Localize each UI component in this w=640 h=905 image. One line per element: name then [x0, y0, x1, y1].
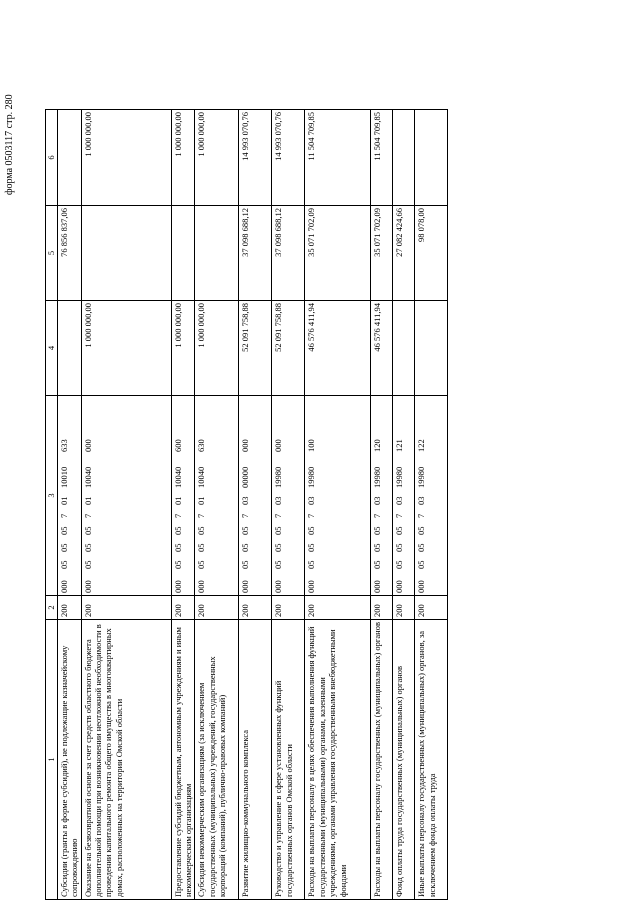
- header-cell: 6: [46, 110, 58, 206]
- code-segment: 000: [416, 580, 427, 593]
- code-segment: 000: [273, 580, 284, 593]
- code-segment: 05: [372, 543, 383, 552]
- code-segment: 03: [372, 496, 383, 505]
- unexecuted-amount: 14 993 070,76: [272, 110, 305, 206]
- table-row: [393, 110, 415, 900]
- executed-amount: [195, 206, 239, 301]
- executed-amount: 35 071 702,09: [305, 206, 371, 301]
- code-segment: 19980: [306, 466, 317, 488]
- approved-amount: 1 000 000,00: [195, 301, 239, 396]
- code-segment: 01: [59, 496, 69, 505]
- unexecuted-amount: [393, 110, 415, 206]
- code-segment: 7: [82, 513, 93, 518]
- code-segment: 05: [273, 526, 284, 535]
- row-budget-code: [305, 396, 371, 596]
- code-segment: 05: [196, 543, 207, 552]
- header-cell: 5: [46, 206, 58, 301]
- table-row: [415, 110, 448, 900]
- executed-amount: 37 098 688,12: [272, 206, 305, 301]
- approved-amount: 1 000 000,00: [171, 301, 195, 396]
- table-row: [371, 110, 393, 900]
- table-row: [305, 110, 371, 900]
- unexecuted-amount: 1 000 000,00: [195, 110, 239, 206]
- approved-amount: [393, 301, 415, 396]
- code-segment: 7: [196, 513, 207, 518]
- code-segment: 01: [172, 496, 183, 505]
- code-segment: 000: [82, 580, 93, 593]
- row-budget-code: [195, 396, 239, 596]
- row-line-code: 200: [371, 596, 393, 620]
- code-segment: 03: [416, 496, 427, 505]
- code-segment: 10010: [59, 466, 69, 488]
- code-segment: 7: [416, 513, 427, 518]
- code-segment: 05: [240, 560, 251, 569]
- code-segment: 000: [372, 580, 383, 593]
- code-segment: 05: [273, 560, 284, 569]
- code-segment: 000: [59, 580, 69, 593]
- unexecuted-amount: 11 504 709,85: [371, 110, 393, 206]
- executed-amount: 98 078,00: [415, 206, 448, 301]
- code-segment: 19980: [394, 466, 405, 488]
- code-segment: 05: [172, 560, 183, 569]
- code-segment: 05: [372, 526, 383, 535]
- code-segment: 000: [172, 580, 183, 593]
- code-segment: 122: [416, 439, 427, 452]
- code-segment: 05: [273, 543, 284, 552]
- row-budget-code: [58, 396, 82, 596]
- executed-amount: 76 856 837,06: [58, 206, 82, 301]
- code-segment: 05: [82, 526, 93, 535]
- executed-amount: 35 071 702,09: [371, 206, 393, 301]
- code-segment: 19980: [416, 466, 427, 488]
- approved-amount: 52 091 758,88: [239, 301, 272, 396]
- row-name: Расходы на выплаты персоналу в целях обеспечения выполнения функций государственными (муниципальными) органами, казенными учреждениями, органами управления государственными внебюджетными фондами: [305, 620, 371, 900]
- code-segment: 10040: [172, 466, 183, 488]
- code-segment: 01: [196, 496, 207, 505]
- executed-amount: 27 082 424,66: [393, 206, 415, 301]
- unexecuted-amount: [415, 110, 448, 206]
- code-segment: 05: [416, 543, 427, 552]
- code-segment: 120: [372, 439, 383, 452]
- unexecuted-amount: 1 000 000,00: [81, 110, 171, 206]
- table-row: [81, 110, 171, 900]
- code-segment: 05: [394, 560, 405, 569]
- approved-amount: [415, 301, 448, 396]
- row-budget-code: [415, 396, 448, 596]
- code-segment: 05: [59, 526, 69, 535]
- code-segment: 000: [196, 580, 207, 593]
- header-cell: 3: [46, 396, 58, 596]
- code-segment: 000: [82, 439, 93, 452]
- approved-amount: 1 000 000,00: [81, 301, 171, 396]
- row-line-code: 200: [195, 596, 239, 620]
- code-segment: 000: [240, 580, 251, 593]
- table-row: [195, 110, 239, 900]
- approved-amount: 46 576 411,94: [371, 301, 393, 396]
- code-segment: 05: [394, 526, 405, 535]
- row-line-code: 200: [272, 596, 305, 620]
- row-line-code: 200: [239, 596, 272, 620]
- rotated-sheet: [0, 75, 640, 905]
- code-segment: 7: [240, 513, 251, 518]
- row-line-code: 200: [171, 596, 195, 620]
- row-line-code: 200: [415, 596, 448, 620]
- row-name: Руководство и управление в сфере установленных функций государственных органов Омской области: [272, 620, 305, 900]
- unexecuted-amount: 14 993 070,76: [239, 110, 272, 206]
- row-line-code: 200: [81, 596, 171, 620]
- code-segment: 03: [306, 496, 317, 505]
- header-cell: 1: [46, 620, 58, 900]
- unexecuted-amount: 11 504 709,85: [305, 110, 371, 206]
- row-budget-code: [393, 396, 415, 596]
- unexecuted-amount: 1 000 000,00: [171, 110, 195, 206]
- row-line-code: 200: [393, 596, 415, 620]
- code-segment: 05: [172, 543, 183, 552]
- row-line-code: 200: [58, 596, 82, 620]
- code-segment: 05: [416, 560, 427, 569]
- code-segment: 05: [240, 543, 251, 552]
- row-budget-code: [81, 396, 171, 596]
- executed-amount: [81, 206, 171, 301]
- code-segment: 05: [59, 543, 69, 552]
- code-segment: 100: [306, 439, 317, 452]
- table-row: [239, 110, 272, 900]
- code-segment: 121: [394, 439, 405, 452]
- code-segment: 00000: [240, 466, 251, 488]
- code-segment: 7: [372, 513, 383, 518]
- code-segment: 05: [416, 526, 427, 535]
- unexecuted-amount: [58, 110, 82, 206]
- code-segment: 7: [394, 513, 405, 518]
- code-segment: 7: [306, 513, 317, 518]
- code-segment: 10040: [196, 466, 207, 488]
- code-segment: 7: [59, 513, 69, 518]
- code-segment: 000: [273, 439, 284, 452]
- header-cell: 4: [46, 301, 58, 396]
- code-segment: 05: [196, 526, 207, 535]
- report-table: [45, 109, 448, 900]
- row-name: Предоставление субсидий бюджетным, автономным учреждениям и иным некоммерческим организациям: [171, 620, 195, 900]
- code-segment: 03: [273, 496, 284, 505]
- code-segment: 03: [394, 496, 405, 505]
- row-name: Расходы на выплаты персоналу государственных (муниципальных) органов: [371, 620, 393, 900]
- table-row: [272, 110, 305, 900]
- approved-amount: [58, 301, 82, 396]
- row-budget-code: [171, 396, 195, 596]
- code-segment: 7: [273, 513, 284, 518]
- approved-amount: 46 576 411,94: [305, 301, 371, 396]
- code-segment: 03: [240, 496, 251, 505]
- row-name: Фонд оплаты труда государственных (муниципальных) органов: [393, 620, 415, 900]
- table-row: [171, 110, 195, 900]
- code-segment: 05: [240, 526, 251, 535]
- code-segment: 05: [306, 560, 317, 569]
- code-segment: 05: [372, 560, 383, 569]
- row-name: Субсидии некоммерческим организациям (за исключением государственных (муниципальных) учреждений, государственных корпораций (компаний), публично-правовых компаний): [195, 620, 239, 900]
- table-row: [58, 110, 82, 900]
- code-segment: 01: [82, 496, 93, 505]
- row-name: Развитие жилищно-коммунального комплекса: [239, 620, 272, 900]
- row-budget-code: [371, 396, 393, 596]
- executed-amount: 37 098 688,12: [239, 206, 272, 301]
- row-name: Иные выплаты персоналу государственных (муниципальных) органов, за исключением фонда оплаты труда: [415, 620, 448, 900]
- code-segment: 19980: [372, 466, 383, 488]
- code-segment: 05: [59, 560, 69, 569]
- code-segment: 7: [172, 513, 183, 518]
- code-segment: 05: [306, 526, 317, 535]
- code-segment: 000: [394, 580, 405, 593]
- row-budget-code: [272, 396, 305, 596]
- header-cell: 2: [46, 596, 58, 620]
- code-segment: 05: [82, 560, 93, 569]
- row-name: Субсидии (гранты в форме субсидий), не подлежащие казначейскому сопровождению: [58, 620, 82, 900]
- row-name: Оказание на безвозвратной основе за счет средств областного бюджета дополнительной помощи при возникновении неотложной необходимости в проведении капитального ремонта общего имущества в многоквартирных домах, расположенных на территории Омской области: [81, 620, 171, 900]
- code-segment: 633: [59, 439, 69, 452]
- code-segment: 630: [196, 439, 207, 452]
- code-segment: 000: [240, 439, 251, 452]
- code-segment: 19980: [273, 466, 284, 488]
- approved-amount: 52 091 758,88: [272, 301, 305, 396]
- form-label: форма 0503117 стр. 280: [4, 94, 15, 195]
- code-segment: 10040: [82, 466, 93, 488]
- row-budget-code: [239, 396, 272, 596]
- code-segment: 05: [172, 526, 183, 535]
- row-line-code: 200: [305, 596, 371, 620]
- code-segment: 05: [394, 543, 405, 552]
- code-segment: 05: [82, 543, 93, 552]
- header-row: [46, 110, 58, 900]
- executed-amount: [171, 206, 195, 301]
- code-segment: 05: [306, 543, 317, 552]
- code-segment: 000: [306, 580, 317, 593]
- code-segment: 05: [196, 560, 207, 569]
- code-segment: 600: [172, 439, 183, 452]
